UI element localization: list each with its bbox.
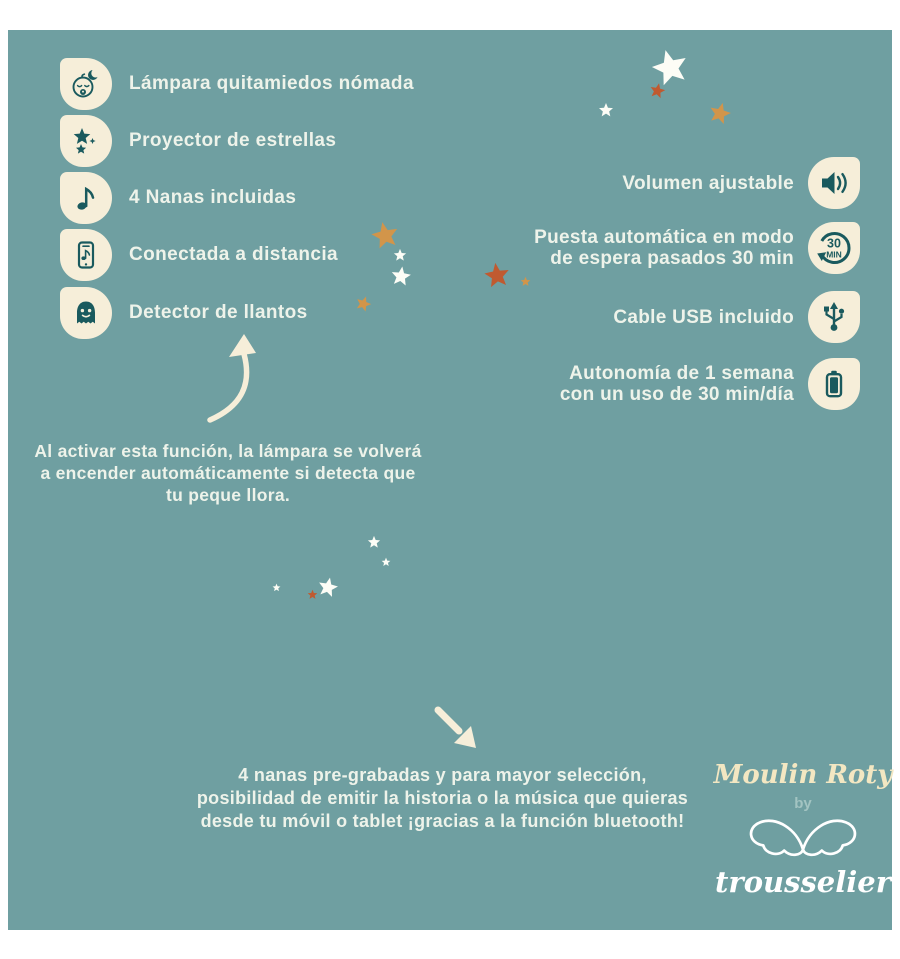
feature-row (622, 157, 860, 209)
brand-moulin-roty: Moulin Roty (713, 760, 893, 790)
star-icon (647, 80, 667, 100)
speaker-volume-icon (808, 157, 860, 209)
down-right-arrow-icon (430, 704, 482, 754)
star-icon (481, 259, 513, 291)
feature-label: Proyector de estrellas (129, 130, 337, 151)
feature-row (60, 229, 338, 281)
star-icon (381, 557, 391, 567)
star-icon (307, 589, 318, 600)
feature-label: 4 Nanas incluidas (129, 187, 297, 208)
smartphone-music-icon (60, 229, 112, 281)
feature-label: Volumen ajustable (622, 172, 794, 194)
music-note-icon (60, 172, 112, 224)
star-icon (393, 248, 407, 262)
feature-row (60, 172, 296, 224)
feature-label: Detector de llantos (129, 302, 308, 323)
feature-label: Lámpara quitamiedos nómada (129, 73, 414, 94)
stars-projector-icon (60, 115, 112, 167)
timer-badge-bottom: MIN (826, 249, 842, 260)
star-icon (389, 264, 414, 289)
star-icon (598, 102, 614, 118)
feature-label: Puesta automática en modo de espera pasados 30 min (534, 227, 794, 269)
curved-arrow-icon (200, 332, 264, 426)
star-icon (520, 276, 531, 287)
brand-trousselier: trousselier (715, 865, 891, 899)
feature-row (560, 358, 860, 410)
timer-badge-top: 30 (827, 236, 841, 251)
feature-row (60, 58, 414, 110)
timer-30-min-icon (808, 222, 860, 274)
feature-label: Cable USB incluido (613, 306, 794, 328)
wings-icon (712, 814, 894, 865)
feature-label: Conectada a distancia (129, 244, 339, 265)
star-icon (272, 583, 281, 592)
usb-plug-icon (808, 291, 860, 343)
crying-detection-note: Al activar esta función, la lámpara se volverá a encender automáticamente si detecta que tu peque llora. (34, 441, 422, 505)
brand-by-label: by (794, 795, 812, 812)
brand-block (712, 760, 894, 899)
feature-row (613, 291, 860, 343)
battery-icon (808, 358, 860, 410)
feature-label: Autonomía de 1 semana con un uso de 30 min/día (559, 363, 794, 405)
ghost-cry-detector-icon (60, 287, 112, 339)
star-icon (315, 574, 341, 600)
feature-row (534, 222, 860, 274)
sleeping-baby-moon-icon (60, 58, 112, 110)
feature-row (60, 287, 308, 339)
bluetooth-note: 4 nanas pre-grabadas y para mayor selección, posibilidad de emitir la historia o la música que quieras desde tu móvil o tablet ¡gracias a la función bluetooth! (196, 765, 689, 831)
feature-row (60, 115, 336, 167)
star-icon (367, 535, 381, 549)
